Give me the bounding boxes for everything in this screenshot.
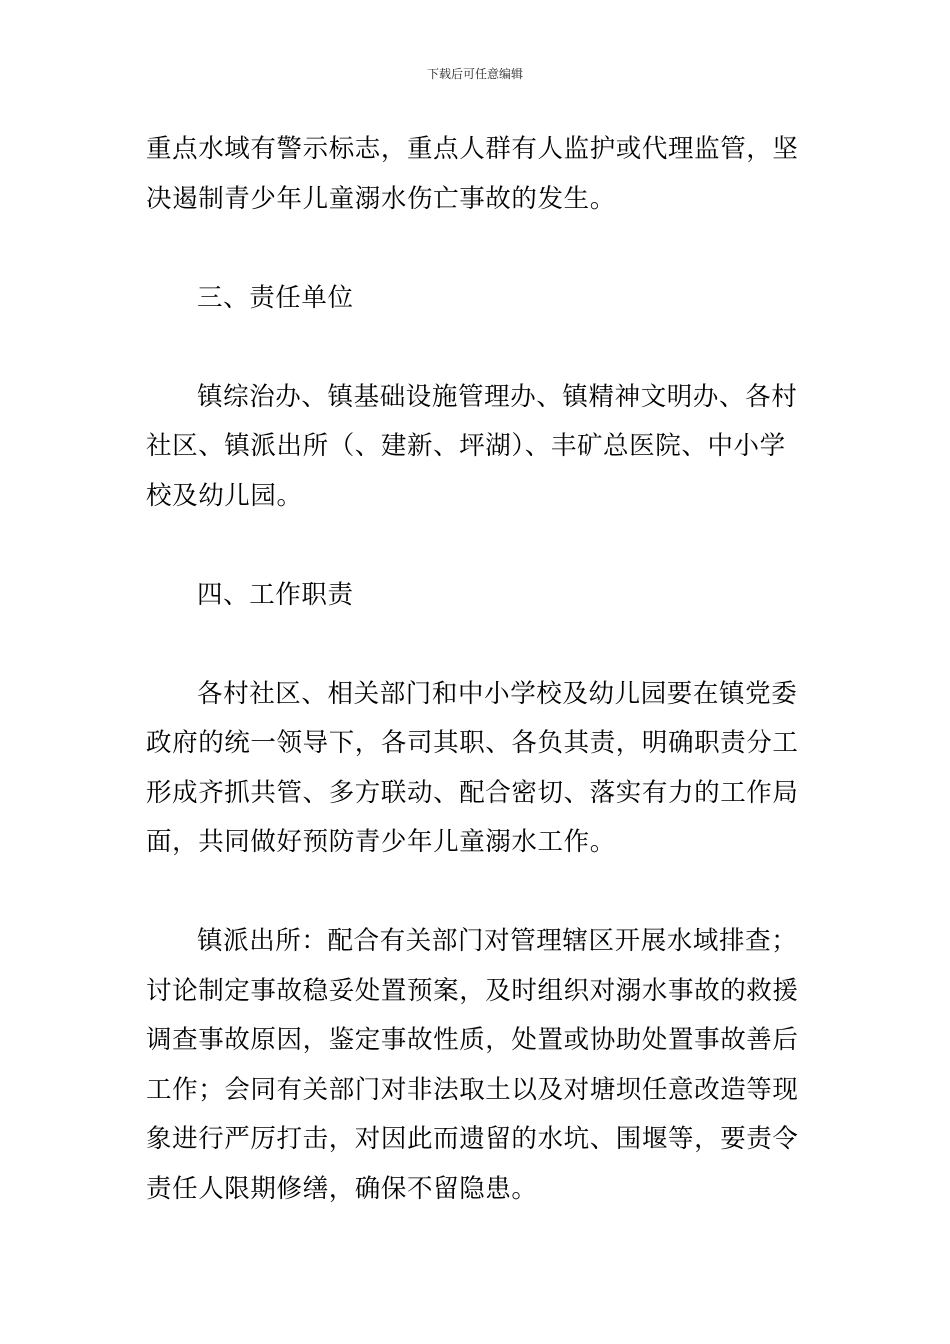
paragraph-gap [146,323,810,373]
text-line: 镇派出所：配合有关部门对管理辖区开展水域排查； [197,926,798,956]
text-line: 调查事故原因，鉴定事故性质，处置或协助处置事故善后 [146,1025,799,1055]
heading-text: 三、责任单位 [197,282,354,313]
paragraph-gap [146,868,810,918]
text-line: 责任人限期修缮，确保不留隐患。 [146,1173,538,1204]
text-line: 校及幼儿园。 [146,480,303,511]
text-line: 讨论制定事故稳妥处置预案，及时组织对溺水事故的救援 [146,975,799,1006]
paragraph-gap [146,620,810,670]
text-line: 镇综治办、镇基础设施管理办、镇精神文明办、各村 [197,381,798,412]
paragraph-continuation [146,125,810,224]
text-line: 政府的统一领导下，各司其职、各负其责，明确职责分工 [146,728,799,758]
paragraph-police-station-duties [146,917,810,1214]
text-line: 社区、镇派出所（、建新、坪湖）、丰矿总医院、中小学 [146,431,786,461]
section-heading-4 [146,571,810,621]
paragraph-duties-overview [146,670,810,868]
text-line: 形成齐抓共管、多方联动、配合密切、落实有力的工作局 [146,777,799,808]
text-line: 工作；会同有关部门对非法取土以及对塘坝任意改造等现 [146,1074,799,1105]
page-header-note: 下载后可任意编辑 [426,67,523,81]
text-line: 决遏制青少年儿童溺水伤亡事故的发生。 [146,183,616,214]
text-line: 象进行严厉打击，对因此而遗留的水坑、围堰等，要责令 [146,1124,799,1154]
document-body [146,125,810,1214]
paragraph-responsible-units [146,373,810,522]
section-heading-3 [146,274,810,324]
paragraph-gap [146,224,810,274]
text-line: 重点水域有警示标志，重点人群有人监护或代理监管，坚 [146,134,799,164]
text-line: 面，共同做好预防青少年儿童溺水工作。 [146,827,616,857]
paragraph-gap [146,521,810,571]
text-line: 各村社区、相关部门和中小学校及幼儿园要在镇党委 [197,678,798,709]
heading-text: 四、工作职责 [197,579,354,610]
